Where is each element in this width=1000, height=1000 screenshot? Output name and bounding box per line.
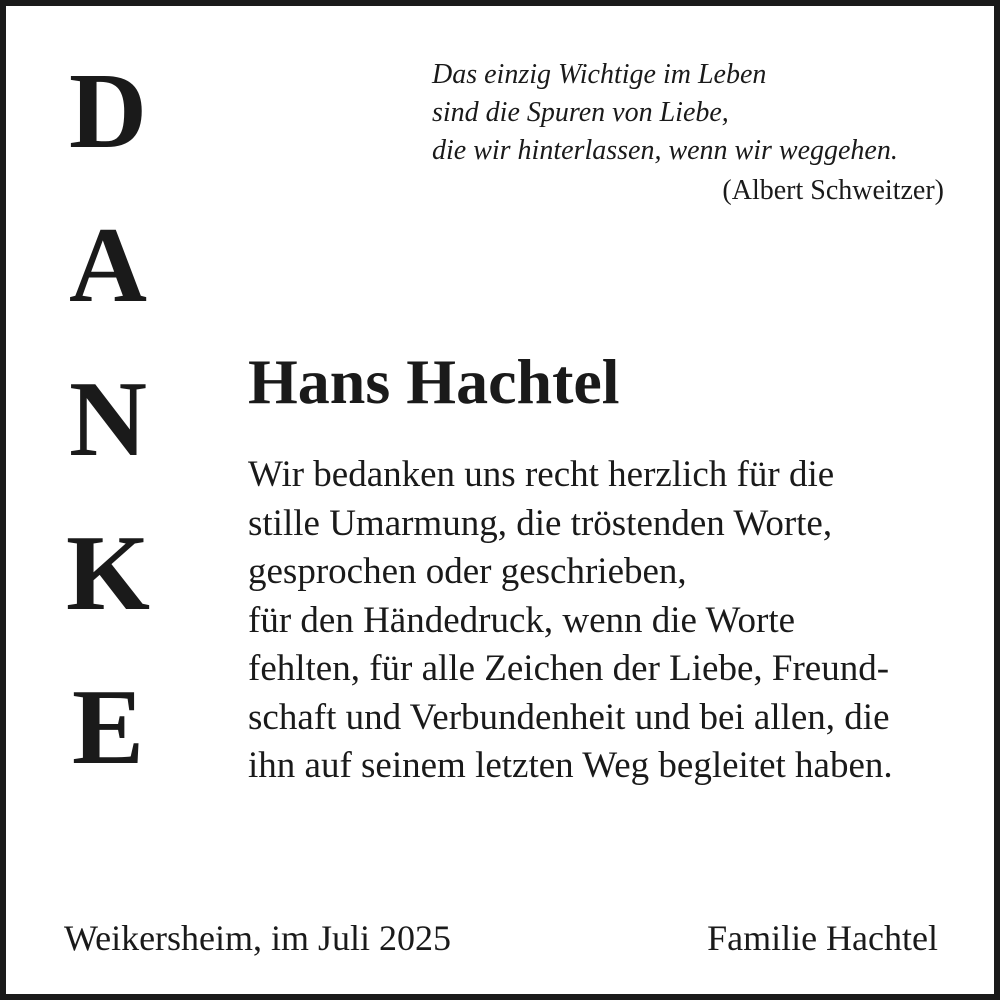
danke-letter-a: A bbox=[69, 206, 147, 325]
danke-letter-k: K bbox=[65, 514, 150, 633]
danke-letter-e: E bbox=[71, 668, 145, 787]
quote-line-3: die wir hinterlassen, wenn wir weggehen. bbox=[432, 135, 898, 166]
thanks-line-5: fehlten, für alle Zeichen der Liebe, Freund- bbox=[248, 648, 890, 689]
thanks-line-1: Wir bedanken uns recht herzlich für die bbox=[248, 454, 835, 495]
thanks-line-7: ihn auf seinem letzten Weg begleitet haben. bbox=[248, 745, 893, 786]
quote-line-1: Das einzig Wichtige im Leben bbox=[432, 59, 767, 90]
quote bbox=[432, 56, 962, 170]
thanks-text bbox=[248, 451, 968, 791]
place-date: Weikersheim, im Juli 2025 bbox=[64, 918, 452, 958]
thanks-line-6: schaft und Verbundenheit und bei allen, die bbox=[248, 696, 890, 738]
thanks-line-3: gesprochen oder geschrieben, bbox=[248, 551, 687, 592]
deceased-name: Hans Hachtel bbox=[248, 346, 620, 417]
quote-author: (Albert Schweitzer) bbox=[722, 175, 944, 206]
thanks-line-2: stille Umarmung, die tröstenden Worte, bbox=[248, 502, 833, 544]
signature: Familie Hachtel bbox=[707, 918, 938, 958]
danke-letter-n: N bbox=[69, 360, 147, 479]
quote-line-2: sind die Spuren von Liebe, bbox=[432, 97, 729, 128]
thanks-line-4: für den Händedruck, wenn die Worte bbox=[248, 599, 796, 641]
danke-letter-d: D bbox=[69, 52, 147, 171]
